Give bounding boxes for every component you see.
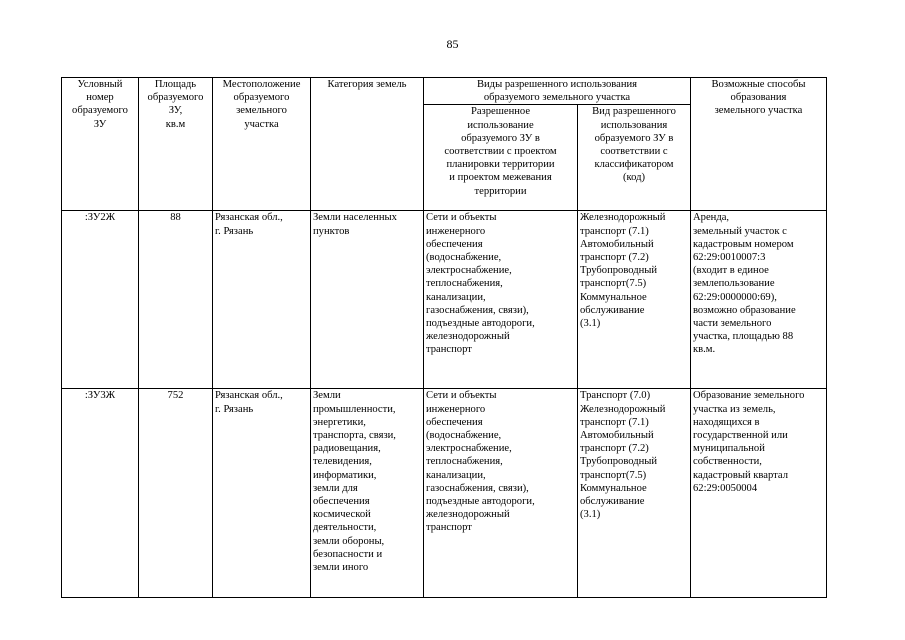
text-line: транспорт (7.1) [580,416,649,428]
text-line: теплоснабжения, [426,456,503,468]
text-line: железнодорожный [426,509,510,521]
land-category-cell [311,389,424,598]
text-line: телевидения, [313,456,372,468]
permitted-use-cell [424,389,578,598]
text-line: Земли [313,390,341,402]
text-line: Виды разрешенного использования [476,79,638,90]
text-line: подъездные автодороги, [426,318,535,330]
text-line: обслуживание [580,304,645,316]
header-land-category [311,78,424,211]
text-line: кв.м. [693,344,716,356]
text-line: участка, площадью 88 [693,331,794,343]
text-line: Площадь [154,79,197,90]
text-line: Аренда, [693,212,730,224]
text-line: обеспечения [426,238,483,250]
formation-methods-cell [691,211,827,389]
text-line: Автомобильный [580,430,654,442]
text-line: информатики, [313,469,377,481]
text-line: канализации, [426,469,486,481]
text-line: теплоснабжения, [426,278,503,290]
text-line: классификатором [594,159,674,171]
text-line: части земельного [693,318,772,330]
text-line: территории [474,185,527,197]
text-line: земельного участка [714,105,803,117]
text-line: пунктов [313,225,350,237]
text-line: (водоснабжение, [426,252,502,264]
land-category-cell [311,211,424,389]
text-line: (входит в единое [693,265,769,277]
text-line: (3.1) [580,318,601,330]
text-line: г. Рязань [215,403,254,415]
text-line: г. Рязань [215,225,254,237]
text-line: обеспечения [426,416,483,428]
text-line: соответствии с [600,146,668,158]
text-line: (3.1) [580,509,601,521]
land-plots-table [61,77,827,598]
text-line: участка [244,118,279,130]
text-line: инженерного [426,403,486,415]
header-location [213,78,311,211]
text-line: транспорт(7.5) [580,278,647,290]
text-line: (водоснабжение, [426,430,502,442]
text-line: транспорт [426,344,472,356]
text-line: Рязанская обл., [215,390,283,402]
text-line: земельный участок с [693,225,787,237]
table-row [62,211,827,389]
text-line: образуемого ЗУ в [461,132,540,144]
text-line: промышленности, [313,403,396,415]
plot-number-cell: :ЗУ3Ж [62,389,139,598]
text-line: образуемого [147,92,204,104]
text-line: соответствии с проектом [444,146,557,158]
location-cell [213,211,311,389]
text-line: образуемого [72,105,128,117]
text-line: государственной или [693,430,788,442]
text-line: кадастровый квартал [693,469,788,481]
text-line: космической [313,509,371,521]
text-line: Вид разрешенного [592,106,676,118]
text-line: кадастровым номером [693,238,794,250]
text-line: Железнодорожный [580,403,666,415]
text-line: Коммунальное [580,291,647,303]
text-line: газоснабжения, связи), [426,482,529,494]
text-line: образуемого ЗУ в [594,132,674,144]
text-line: и проектом межевания [449,172,552,184]
text-line: транспорт (7.2) [580,252,649,264]
text-line: 62:29:0000000:69), [693,291,777,303]
text-line: безопасности и [313,548,383,560]
text-line: электроснабжение, [426,265,512,277]
text-line: Железнодорожный [580,212,666,224]
text-line: собственности, [693,456,762,468]
text-line: номер [86,92,114,104]
text-line: образуемого [233,92,290,104]
text-line: 62:29:0010007:3 [693,252,766,264]
text-line: транспорт [426,522,472,534]
text-line: кв.м [165,118,186,130]
text-line: земли для [313,482,358,494]
text-line: Коммунальное [580,482,647,494]
plot-number-cell: :ЗУ2Ж [62,211,139,389]
text-line: (код) [622,172,646,184]
page-number: 85 [446,37,459,51]
text-line: транспорт (7.2) [580,443,649,455]
text-line: обеспечения [313,496,370,508]
header-row-1 [62,78,827,105]
text-line: Сети и объекты [426,212,497,224]
text-line: образования [730,92,787,104]
text-line: планировки территории [446,159,555,171]
text-line: обслуживание [580,496,645,508]
header-permitted-use-group [424,78,691,105]
text-line: подъездные автодороги, [426,496,535,508]
text-line: ЗУ [93,118,107,130]
formation-methods-cell [691,389,827,598]
text-line: Земли населенных [313,212,397,224]
text-line: железнодорожный [426,331,510,343]
text-line: Автомобильный [580,238,654,250]
text-line: транспорт(7.5) [580,469,647,481]
header-plot-number [62,78,139,211]
text-line: 62:29:0050004 [693,482,758,494]
text-line: земли обороны, [313,535,385,547]
text-line: земельного [236,105,287,117]
text-line: канализации, [426,291,486,303]
text-line: использования [600,119,668,131]
text-line: образуемого земельного участка [483,92,631,104]
area-cell: 88 [139,211,213,389]
text-line: Образование земельного [693,390,805,402]
classifier-cell [578,389,691,598]
text-line: Трубопроводный [580,265,658,277]
text-line: Условный [77,79,123,90]
text-line: Транспорт (7.0) [580,390,651,402]
text-line: Возможные способы [711,79,806,90]
text-line: возможно образование [693,304,796,316]
text-line: радиовещания, [313,443,381,455]
text-line: Трубопроводный [580,456,658,468]
text-line: Рязанская обл., [215,212,283,224]
classifier-cell [578,211,691,389]
header-formation-methods [691,78,827,211]
text-line: находящихся в [693,416,760,428]
text-line: транспорта, связи, [313,430,396,442]
text-line: газоснабжения, связи), [426,304,529,316]
text-line: ЗУ, [168,105,183,117]
area-cell: 752 [139,389,213,598]
text-line: использование [467,119,534,131]
header-permitted-use-project [424,105,578,211]
text-line: Разрешенное [470,106,531,118]
text-line: Местоположение [222,79,301,90]
table-row [62,389,827,598]
location-cell [213,389,311,598]
text-line: муниципальной [693,443,765,455]
header-area [139,78,213,211]
text-line: транспорт (7.1) [580,225,649,237]
header-permitted-use-classifier [578,105,691,211]
text-line: землепользование [693,278,775,290]
permitted-use-cell [424,211,578,389]
text-line: земли иного [313,562,369,574]
text-line: инженерного [426,225,486,237]
text-line: Категория земель [327,79,407,90]
text-line: деятельности, [313,522,377,534]
text-line: Сети и объекты [426,390,497,402]
text-line: электроснабжение, [426,443,512,455]
text-line: энергетики, [313,416,366,428]
text-line: участка из земель, [693,403,776,415]
